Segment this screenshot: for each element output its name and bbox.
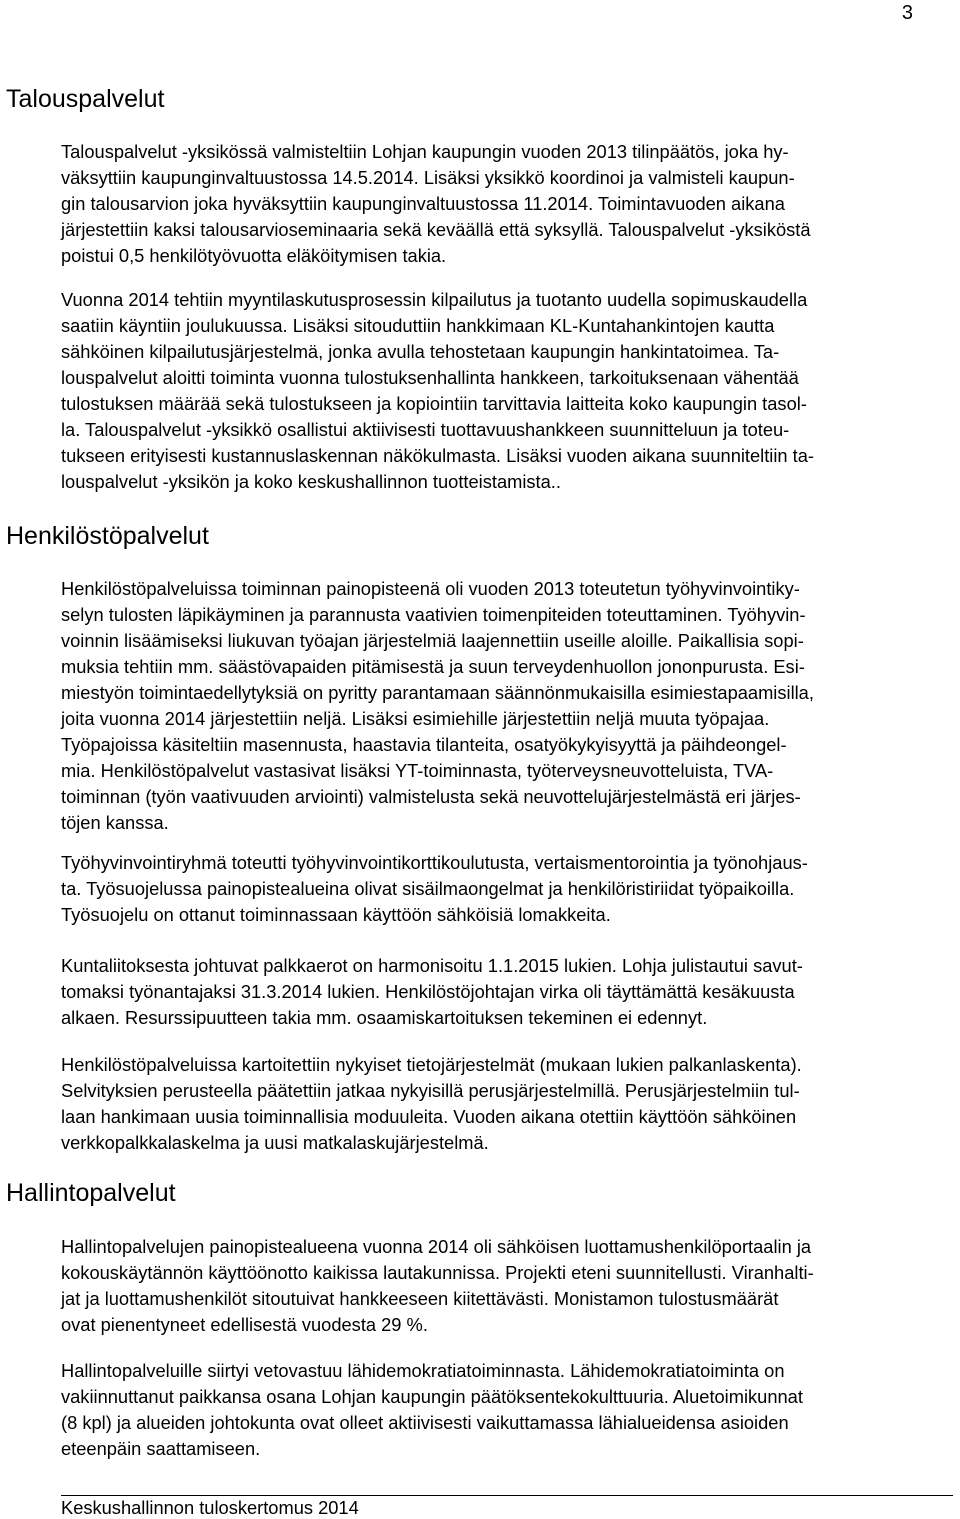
text-line: verkkopalkkalaskelma ja uusi matkalaskujärjestelmä. [61,1132,489,1153]
text-line: alkaen. Resurssipuutteen takia mm. osaamiskartoituksen tekeminen ei edennyt. [61,1007,708,1028]
text-line: ovat pienentyneet edellisestä vuodesta 29 %. [61,1314,428,1335]
text-line: tomaksi työnantajaksi 31.3.2014 lukien. Henkilöstöjohtajan virka oli täyttämättä kesäkuusta [61,981,795,1002]
text-line: ta. Työsuojelussa painopistealueina olivat sisäilmaongelmat ja henkilöristiriidat työpaikoilla. [61,878,795,899]
text-line: kokouskäytännön käyttöönotto kaikissa lautakunnissa. Projekti eteni suunnitellusti. Viranhalti- [61,1262,814,1283]
text-line: joita vuonna 2014 järjestettiin neljä. Lisäksi esimiehille järjestettiin neljä muuta työpajaa. [61,708,770,729]
text-line: väksyttiin kaupunginvaltuustossa 14.5.2014. Lisäksi yksikkö koordinoi ja valmisteli kaupun- [61,167,795,188]
text-line: Työpajoissa käsiteltiin masennusta, haastavia tilanteita, osatyökykyisyyttä ja päihdeongel- [61,734,787,755]
text-line: eteenpäin saattamiseen. [61,1438,261,1459]
text-line: vakiinnuttanut paikkansa osana Lohjan kaupungin päätöksentekokulttuuria. Aluetoimikunnat [61,1386,803,1407]
paragraph [61,1234,953,1338]
text-line: la. Talouspalvelut -yksikkö osallistui aktiivisesti tuottavuushankkeen suunnitteluun ja toteu- [61,419,790,440]
text-line: tulostuksen määrää sekä tulostukseen ja kopiointiin tarvittavia laitteita koko kaupungin tasol- [61,393,807,414]
text-line: töjen kanssa. [61,812,169,833]
text-line: (8 kpl) ja alueiden johtokunta ovat olleet aktiivisesti vaikuttamassa lähialueidensa asioiden [61,1412,789,1433]
footer-text: Keskushallinnon tuloskertomus 2014 [61,1497,359,1518]
text-line: mia. Henkilöstöpalvelut vastasivat lisäksi YT-toiminnasta, työterveysneuvotteluista, TVA- [61,760,774,781]
section-heading-hallintopalvelut: Hallintopalvelut [6,1179,176,1207]
text-line: gin talousarvion joka hyväksyttiin kaupunginvaltuustossa 11.2014. Toimintavuoden aikana [61,193,785,214]
text-line: Hallintopalveluille siirtyi vetovastuu lähidemokratiatoiminnasta. Lähidemokratiatoiminta on [61,1360,785,1381]
text-line: Selvityksien perusteella päätettiin jatkaa nykyisillä perusjärjestelmillä. Perusjärjestelmiin tul- [61,1080,800,1101]
footer-divider [61,1495,953,1496]
text-line: Henkilöstöpalveluissa toiminnan painopisteenä oli vuoden 2013 toteutetun työhyvinvointiky- [61,578,800,599]
text-line: toiminnan (työn vaativuuden arviointi) valmistelusta sekä neuvottelujärjestelmästä eri järjes- [61,786,801,807]
text-line: Henkilöstöpalveluissa kartoitettiin nykyiset tietojärjestelmät (mukaan lukien palkanlaskenta). [61,1054,802,1075]
paragraph [61,1358,953,1462]
text-line: Talouspalvelut -yksikössä valmisteltiin Lohjan kaupungin vuoden 2013 tilinpäätös, joka hy- [61,141,789,162]
text-line: järjestettiin kaksi talousarvioseminaaria sekä keväällä että syksyllä. Talouspalvelut -yksiköstä [61,219,811,240]
paragraph [61,1052,953,1156]
text-line: Työhyvinvointiryhmä toteutti työhyvinvointikorttikoulutusta, vertaismentorointia ja työnohjaus- [61,852,808,873]
paragraph [61,576,953,836]
text-line: louspalvelut -yksikön ja koko keskushallinnon tuotteistamista.. [61,471,561,492]
paragraph [61,287,953,495]
text-line: miestyön toimintaedellytyksiä on pyritty parantamaan säännönmukaisilla esimiestapaamisilla, [61,682,814,703]
text-line: tukseen erityisesti kustannuslaskennan näkökulmasta. Lisäksi vuoden aikana suunniteltiin ta- [61,445,815,466]
section-heading-talouspalvelut: Talouspalvelut [6,85,165,113]
text-line: voinnin lisäämiseksi liukuvan työajan järjestelmiä laajennettiin useille aloille. Paikallisia sopi- [61,630,804,651]
text-line: Vuonna 2014 tehtiin myyntilaskutusprosessin kilpailutus ja tuotanto uudella sopimuskaudella [61,289,808,310]
text-line: selyn tulosten läpikäyminen ja parannusta vaativien toimenpiteiden toteuttaminen. Työhyvin- [61,604,806,625]
text-line: louspalvelut aloitti toiminta vuonna tulostuksenhallinta hankkeen, tarkoituksenaan vähentää [61,367,799,388]
page-number: 3 [901,2,913,24]
paragraph [61,953,953,1031]
section-heading-henkilostopalvelut: Henkilöstöpalvelut [6,522,209,550]
paragraph [61,850,953,928]
text-line: Hallintopalvelujen painopistealueena vuonna 2014 oli sähköisen luottamushenkilöportaalin ja [61,1236,812,1257]
text-line: jat ja luottamushenkilöt sitoutuivat hankkeeseen kiitettävästi. Monistamon tulostusmäärät [61,1288,779,1309]
text-line: poistui 0,5 henkilötyövuotta eläköitymisen takia. [61,245,447,266]
paragraph [61,139,953,269]
text-line: saatiin käyntiin joulukuussa. Lisäksi sitouduttiin hankkimaan KL-Kuntahankintojen kautta [61,315,775,336]
text-line: Kuntaliitoksesta johtuvat palkkaerot on harmonisoitu 1.1.2015 lukien. Lohja julistautui savut- [61,955,803,976]
text-line: laan hankimaan uusia toiminnallisia moduuleita. Vuoden aikana otettiin käyttöön sähköinen [61,1106,797,1127]
text-line: Työsuojelu on ottanut toiminnassaan käyttöön sähköisiä lomakkeita. [61,904,611,925]
text-line: sähköinen kilpailutusjärjestelmä, jonka avulla tehostetaan kaupungin hankintatoimea. Ta- [61,341,780,362]
text-line: muksia tehtiin mm. säästövapaiden pitämisestä ja suun terveydenhuollon jononpurusta. Esi- [61,656,805,677]
